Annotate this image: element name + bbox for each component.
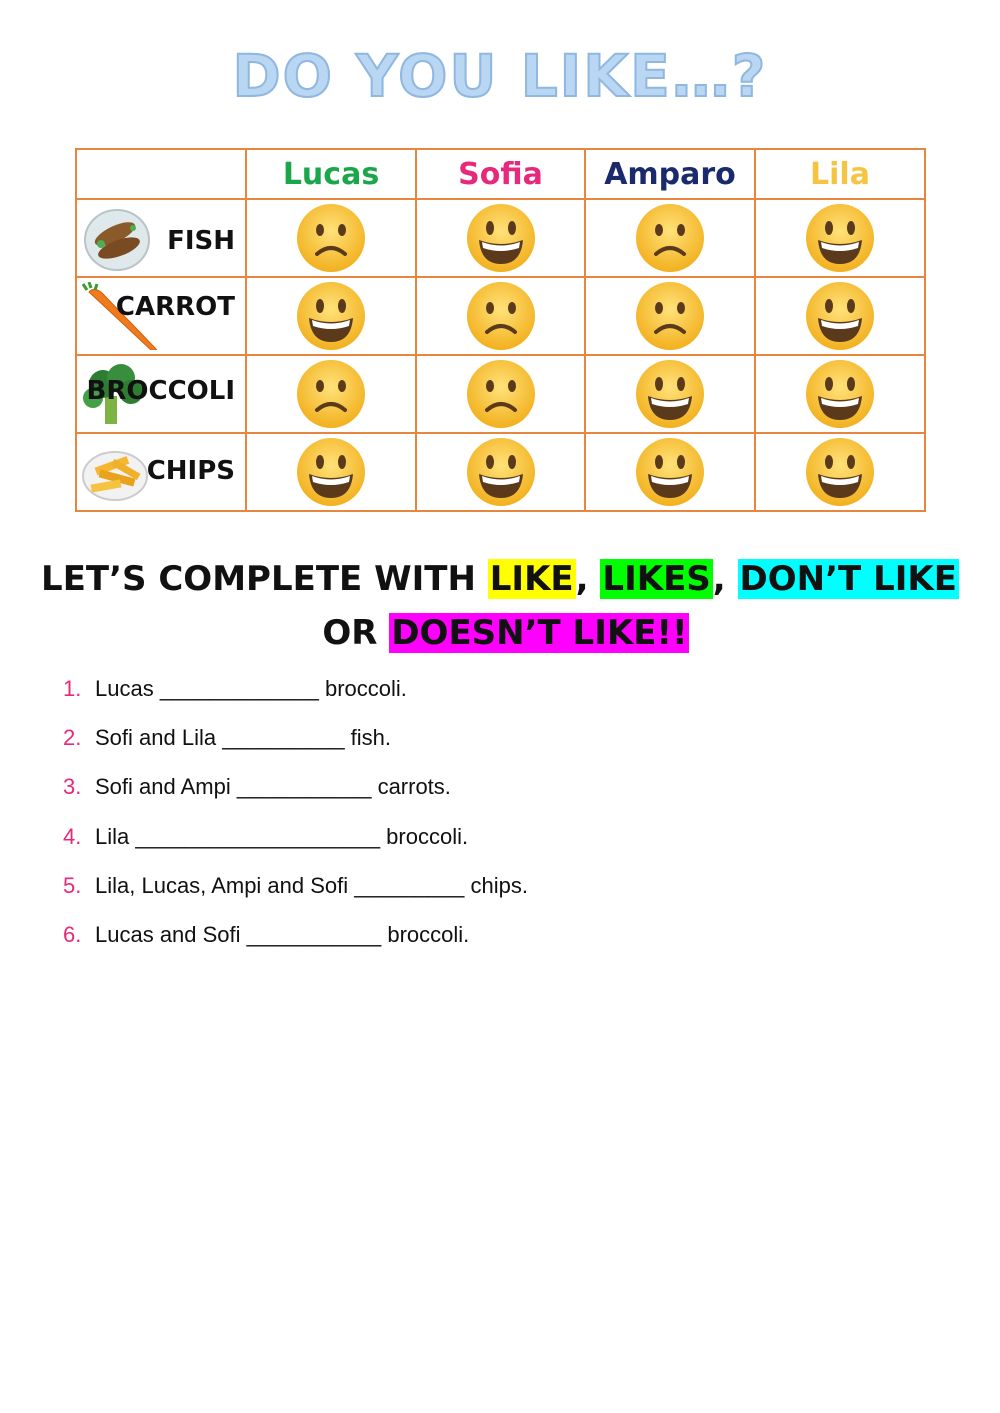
- cell-carrot-lucas: [246, 277, 416, 355]
- exercise-number: 4.: [63, 823, 82, 849]
- exercise-item: [63, 914, 528, 963]
- sad-face-icon: [295, 358, 367, 430]
- cell-carrot-lila: [755, 277, 925, 355]
- chips-icon: [81, 438, 157, 506]
- food-cell-chips: [76, 433, 246, 511]
- exercise-number: 1.: [63, 676, 82, 701]
- cell-broccoli-lila: [755, 355, 925, 433]
- food-label-chips: CHIPS: [146, 456, 235, 486]
- food-cell-carrot: [76, 277, 246, 355]
- cell-broccoli-amparo: [585, 355, 755, 433]
- row-fish: [76, 199, 925, 277]
- cell-chips-amparo: [585, 433, 755, 511]
- exercise-text: Sofi and Ampi ___________ carrots.: [95, 774, 451, 800]
- food-label-broccoli: BROCCOLI: [86, 376, 235, 406]
- sad-face-icon: [295, 202, 367, 274]
- highlight-doesnt-like: DOESN’T LIKE!!: [391, 613, 688, 653]
- highlight-likes: LIKES: [602, 559, 711, 599]
- sad-face-icon: [634, 280, 706, 352]
- page-title: DO YOU LIKE…?: [232, 42, 768, 110]
- preferences-table: [75, 148, 926, 512]
- happy-face-icon: [295, 436, 367, 508]
- cell-fish-lucas: [246, 199, 416, 277]
- highlight-dont-like: DON’T LIKE: [739, 559, 957, 599]
- food-label-fish: FISH: [167, 226, 235, 256]
- header-row: [76, 149, 925, 199]
- row-chips: [76, 433, 925, 511]
- happy-face-icon: [804, 436, 876, 508]
- food-cell-broccoli: [76, 355, 246, 433]
- separator: ,: [712, 559, 738, 599]
- exercise-number: 6.: [63, 921, 82, 947]
- happy-face-icon: [804, 280, 876, 352]
- exercise-item: [63, 816, 528, 865]
- person-amparo: Amparo: [585, 149, 755, 199]
- exercise-number: 2.: [63, 725, 82, 751]
- separator: ,: [575, 559, 601, 599]
- cell-fish-amparo: [585, 199, 755, 277]
- happy-face-icon: [804, 358, 876, 430]
- happy-face-icon: [295, 280, 367, 352]
- row-carrot: [76, 277, 925, 355]
- cell-broccoli-sofia: [416, 355, 585, 433]
- exercise-item: [63, 717, 528, 766]
- exercise-number: 3.: [63, 774, 82, 800]
- cell-broccoli-lucas: [246, 355, 416, 433]
- cell-carrot-sofia: [416, 277, 585, 355]
- row-broccoli: [76, 355, 925, 433]
- happy-face-icon: [634, 436, 706, 508]
- cell-chips-lucas: [246, 433, 416, 511]
- sad-face-icon: [465, 358, 537, 430]
- happy-face-icon: [804, 202, 876, 274]
- happy-face-icon: [634, 358, 706, 430]
- food-cell-fish: [76, 199, 246, 277]
- instructions-heading: [40, 552, 960, 660]
- exercise-list: [63, 668, 528, 963]
- exercise-text: Sofi and Lila __________ fish.: [95, 725, 392, 751]
- sad-face-icon: [465, 280, 537, 352]
- food-label-carrot: CARROT: [115, 292, 235, 322]
- exercise-text: Lucas _____________ broccoli.: [95, 676, 407, 701]
- exercise-text: Lucas and Sofi ___________ broccoli.: [95, 921, 470, 947]
- exercise-number: 5.: [63, 872, 82, 898]
- cell-fish-lila: [755, 199, 925, 277]
- or-word: OR: [310, 613, 390, 653]
- happy-face-icon: [465, 436, 537, 508]
- exercise-text: Lila, Lucas, Ampi and Sofi _________ chips.: [95, 872, 528, 898]
- exercise-text: Lila ____________________ broccoli.: [95, 823, 469, 849]
- exercise-item: [63, 668, 528, 717]
- person-lucas: Lucas: [246, 149, 416, 199]
- instructions-prefix: LET’S COMPLETE WITH: [41, 559, 488, 599]
- cell-chips-sofia: [416, 433, 585, 511]
- happy-face-icon: [465, 202, 537, 274]
- cell-carrot-amparo: [585, 277, 755, 355]
- highlight-like: LIKE: [489, 559, 574, 599]
- exercise-item: [63, 766, 528, 815]
- person-sofia: Sofia: [416, 149, 585, 199]
- sad-face-icon: [634, 202, 706, 274]
- person-lila: Lila: [755, 149, 925, 199]
- corner-cell: [76, 149, 246, 199]
- cell-fish-sofia: [416, 199, 585, 277]
- fish-plate-icon: [81, 204, 157, 272]
- exercise-item: [63, 865, 528, 914]
- cell-chips-lila: [755, 433, 925, 511]
